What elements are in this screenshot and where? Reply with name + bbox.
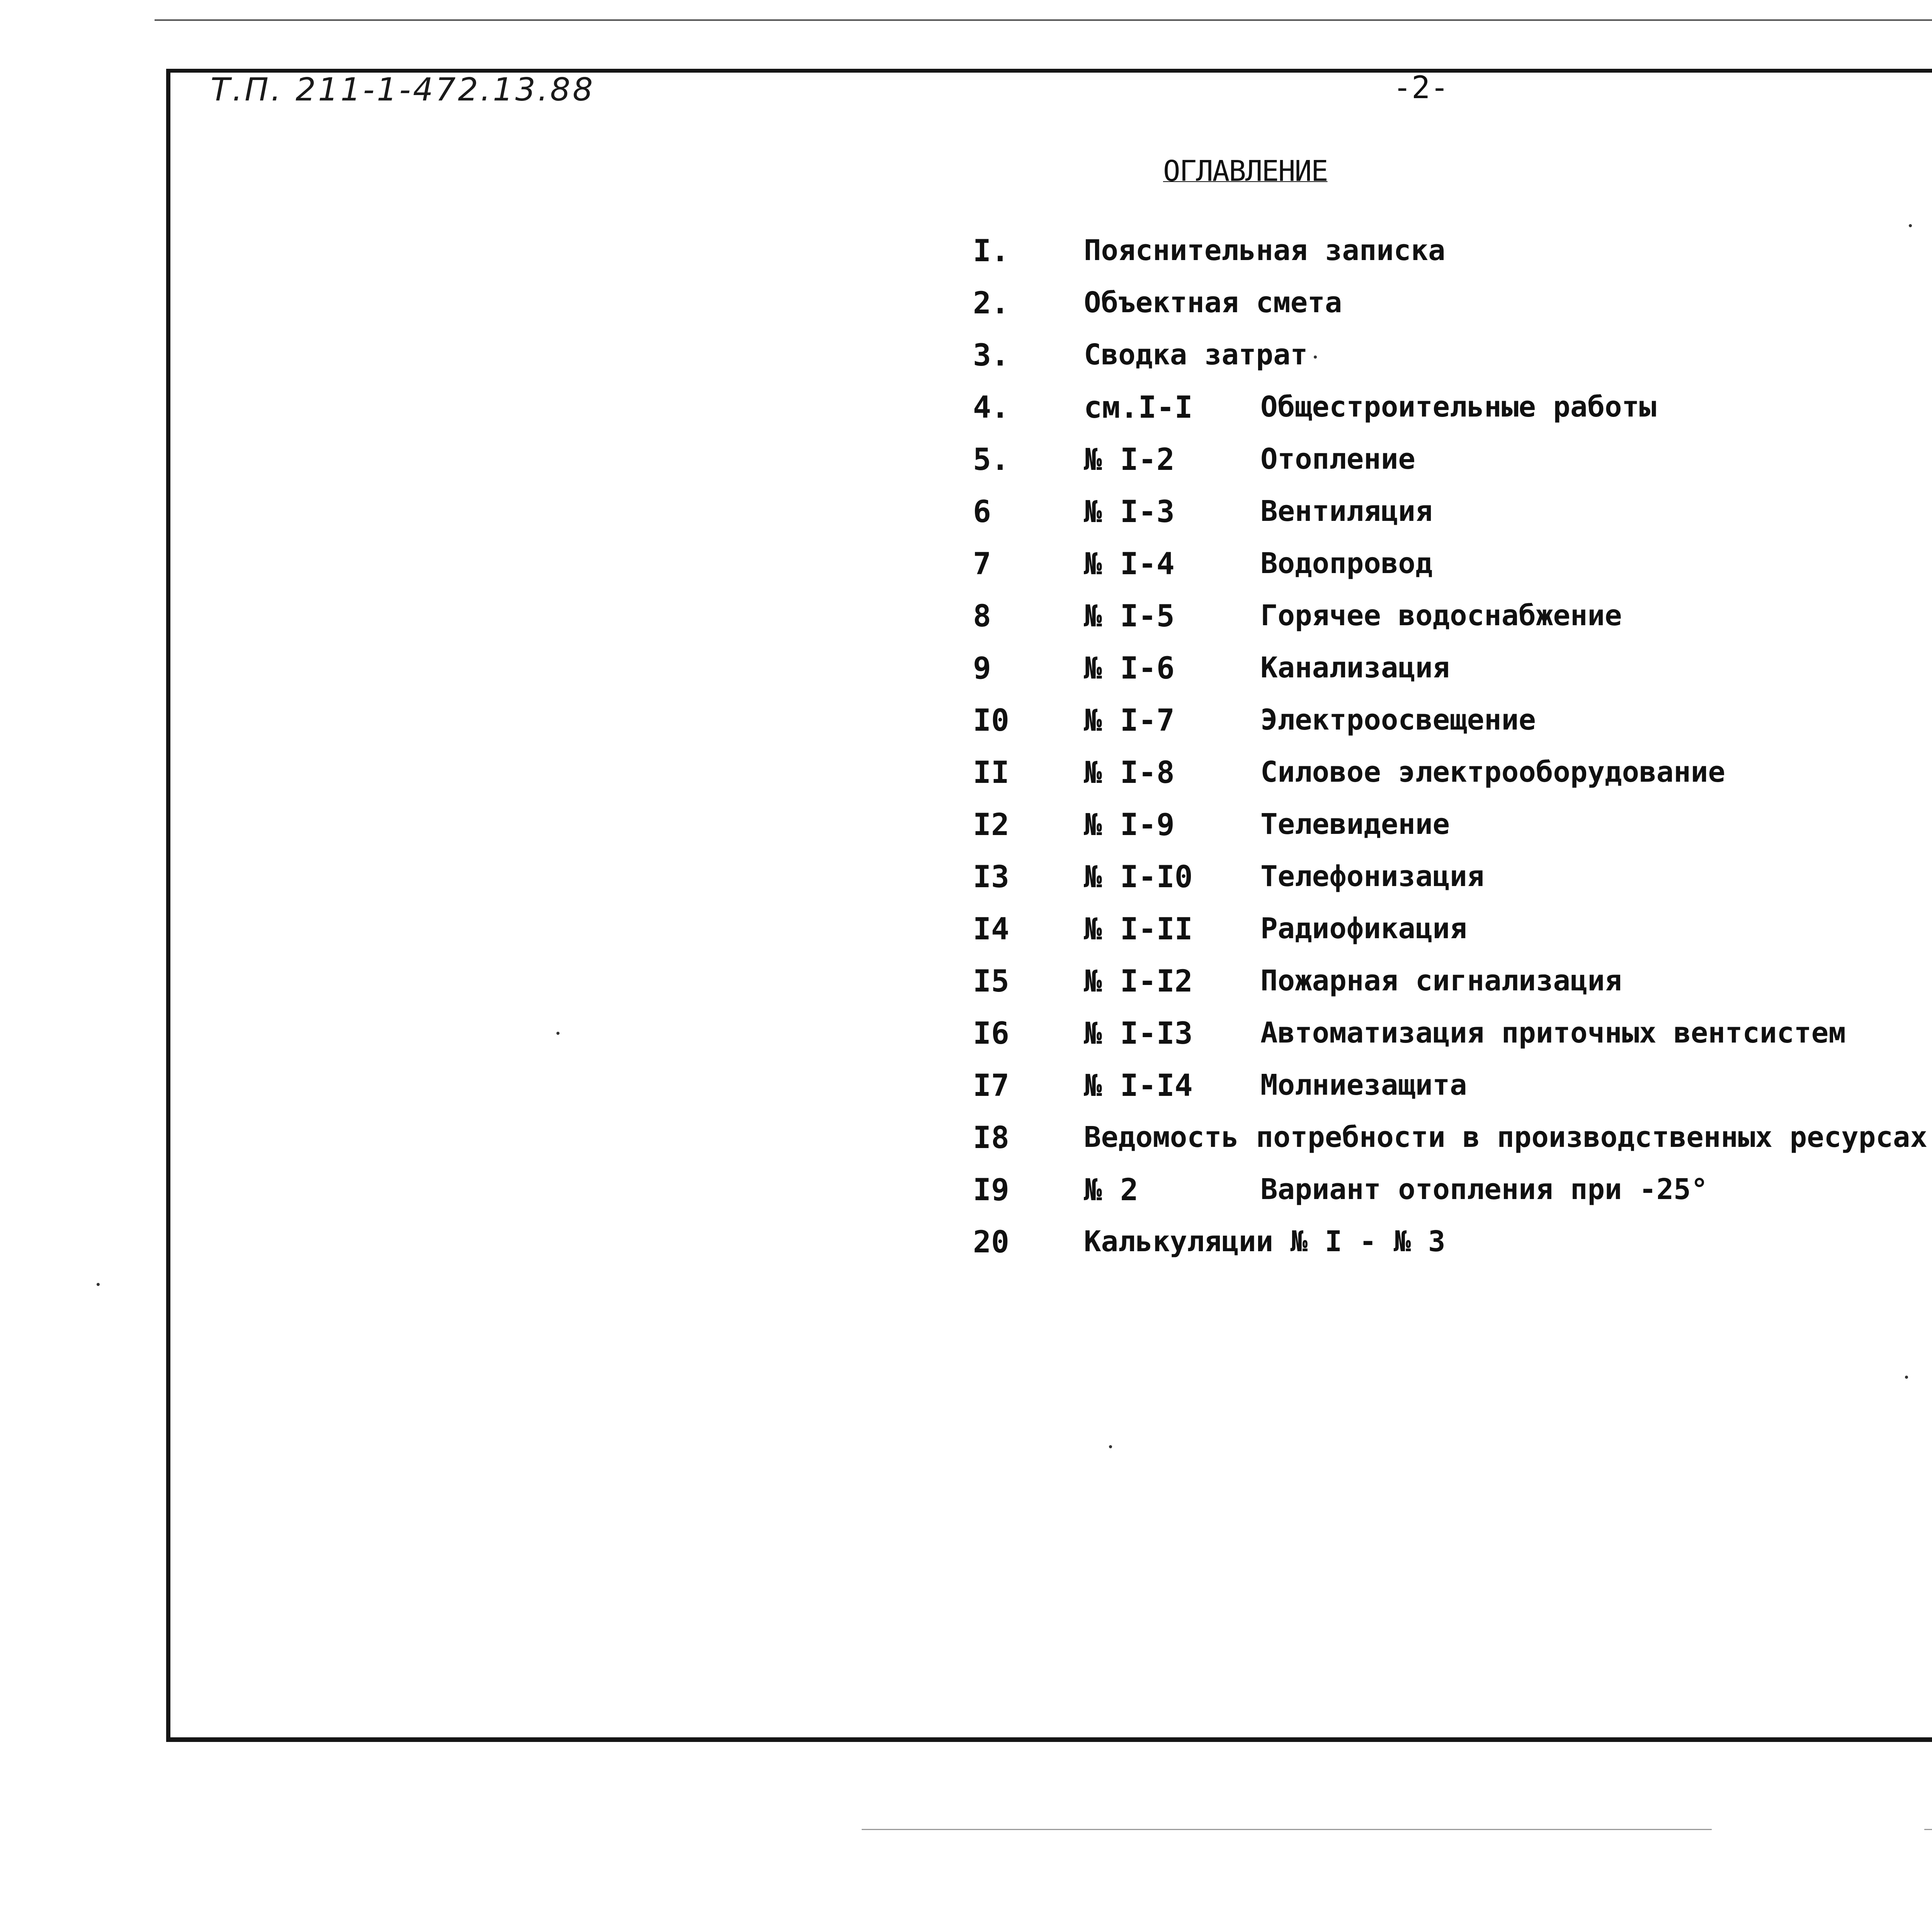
toc-number: 9 [973, 651, 991, 686]
toc-code: № I-3 [1084, 495, 1175, 529]
toc-code: № I-2 [1084, 442, 1175, 477]
toc-title: Пожарная сигнализация [1260, 964, 1622, 997]
toc-number: I0 [973, 703, 1009, 738]
toc-row [0, 964, 1932, 1007]
scan-speck [556, 1032, 560, 1035]
toc-code: № 2 [1084, 1173, 1138, 1208]
toc-code: № I-5 [1084, 599, 1175, 634]
toc-code: № I-II [1084, 912, 1193, 947]
toc-code: № I-9 [1084, 808, 1175, 842]
toc-title: Горячее водоснабжение [1260, 599, 1622, 632]
toc-row [0, 599, 1932, 641]
toc-title: Общестроительные работы [1260, 390, 1656, 424]
page-number: -2- [1393, 70, 1449, 105]
toc-number: II [973, 755, 1009, 790]
toc-code: № I-I2 [1084, 964, 1193, 999]
scan-speck [1905, 1376, 1908, 1379]
scan-speck [1109, 1445, 1112, 1448]
toc-code: № I-I4 [1084, 1068, 1193, 1103]
toc-row [0, 1121, 1932, 1163]
toc-code: № I-I3 [1084, 1016, 1193, 1051]
toc-title: Отопление [1260, 442, 1415, 476]
toc-number: I2 [973, 808, 1009, 842]
toc-title: Электроосвещение [1260, 703, 1536, 737]
scan-speck [1314, 356, 1317, 359]
toc-row [0, 1225, 1932, 1267]
toc-row [0, 755, 1932, 798]
toc-heading: ОГЛАВЛЕНИЕ [1163, 155, 1328, 188]
toc-code: см.I-I [1084, 390, 1193, 425]
toc-title: Вариант отопления при -25° [1260, 1173, 1708, 1206]
toc-title: Автоматизация приточных вентсистем [1260, 1016, 1846, 1050]
toc-code: № I-4 [1084, 547, 1175, 582]
toc-title: Калькуляции № I - № 3 [1084, 1225, 1446, 1258]
toc-number: 20 [973, 1225, 1009, 1260]
toc-title: Телевидение [1260, 808, 1450, 841]
toc-row [0, 703, 1932, 746]
toc-number: 6 [973, 495, 991, 529]
toc-row [0, 860, 1932, 902]
toc-row [0, 1173, 1932, 1215]
toc-title: Ведомость потребности в производственных ресурсах [1084, 1121, 1928, 1154]
toc-title: Пояснительная записка [1084, 234, 1446, 267]
toc-title: Телефонизация [1260, 860, 1485, 893]
toc-number: 8 [973, 599, 991, 634]
scan-speck [97, 1283, 100, 1286]
toc-row [0, 808, 1932, 850]
toc-number: I8 [973, 1121, 1009, 1155]
toc-code: № I-6 [1084, 651, 1175, 686]
toc-number: 2. [973, 286, 1009, 321]
toc-code: № I-8 [1084, 755, 1175, 790]
toc-number: I5 [973, 964, 1009, 999]
toc-row [0, 390, 1932, 433]
toc-title: Водопровод [1260, 547, 1433, 580]
toc-row [0, 338, 1932, 381]
toc-code: № I-I0 [1084, 860, 1193, 895]
toc-title: Объектная смета [1084, 286, 1342, 319]
toc-number: 4. [973, 390, 1009, 425]
toc-number: 7 [973, 547, 991, 582]
document-code-stamp: Т.П. 211-1-472.13.88 [211, 71, 595, 108]
toc-row [0, 286, 1932, 328]
toc-row [0, 442, 1932, 485]
scan-artifact-line [1924, 1829, 1932, 1830]
scan-artifact-line [862, 1829, 1712, 1830]
toc-title: Радиофикация [1260, 912, 1467, 945]
toc-title: Сводка затрат [1084, 338, 1308, 371]
toc-number: I9 [973, 1173, 1009, 1208]
toc-number: I3 [973, 860, 1009, 895]
toc-title: Молниезащита [1260, 1068, 1467, 1102]
toc-number: I7 [973, 1068, 1009, 1103]
toc-number: 5. [973, 442, 1009, 477]
toc-title: Вентиляция [1260, 495, 1433, 528]
toc-row [0, 1068, 1932, 1111]
toc-code: № I-7 [1084, 703, 1175, 738]
toc-title: Силовое электрооборудование [1260, 755, 1725, 789]
toc-number: I. [973, 234, 1009, 269]
toc-row [0, 912, 1932, 954]
scan-speck [1909, 224, 1912, 227]
toc-number: 3. [973, 338, 1009, 373]
toc-row [0, 495, 1932, 537]
toc-number: I6 [973, 1016, 1009, 1051]
toc-row [0, 651, 1932, 694]
toc-title: Канализация [1260, 651, 1450, 684]
toc-row [0, 234, 1932, 276]
toc-row [0, 1016, 1932, 1059]
toc-row [0, 547, 1932, 589]
toc-number: I4 [973, 912, 1009, 947]
